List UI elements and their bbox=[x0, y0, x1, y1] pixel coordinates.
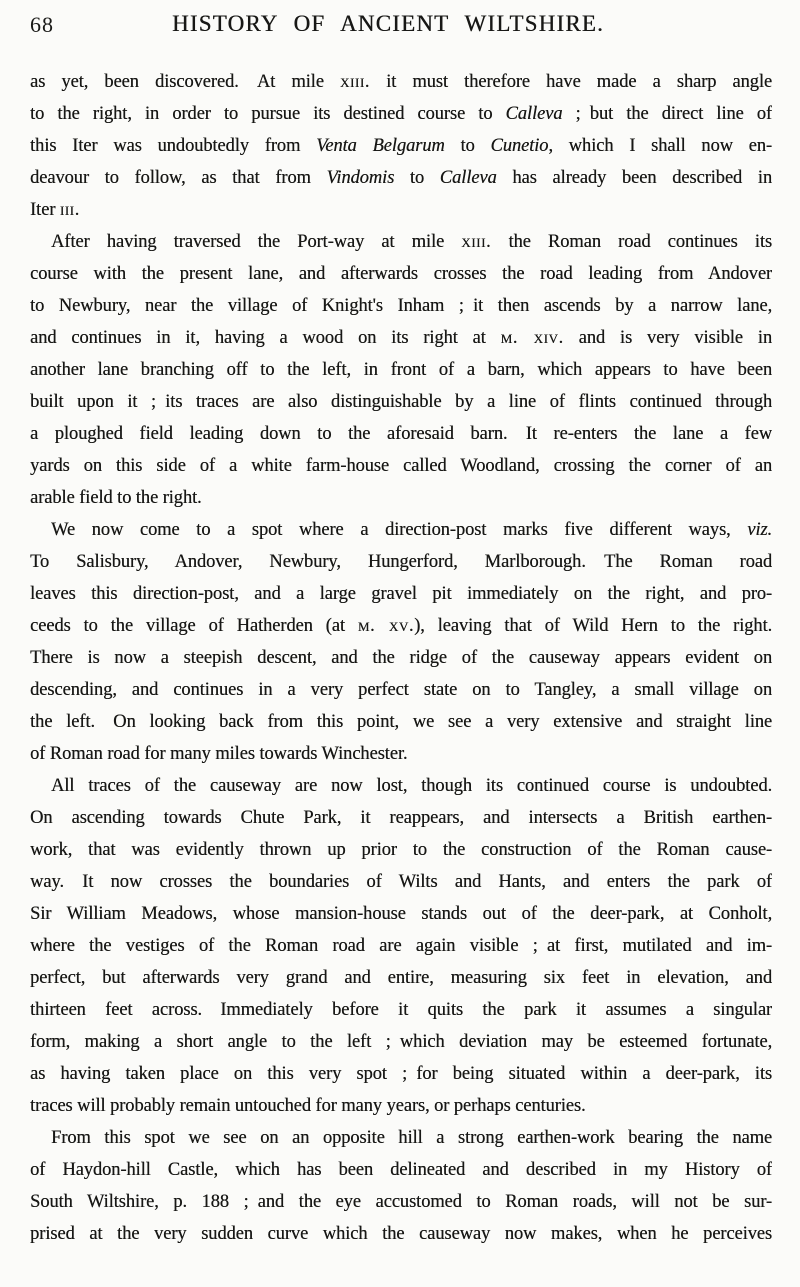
text-line: of Haydon-hill Castle, which has been delineated and described in my History of bbox=[30, 1160, 772, 1180]
text-line: built upon it ; its traces are also distinguishable by a line of flints continued through bbox=[30, 392, 772, 412]
text-line: this Iter was undoubtedly from Venta Belgarum to Cunetio, which I shall now en- bbox=[30, 136, 772, 156]
text-line: as having taken place on this very spot ; for being situated within a deer-park, its bbox=[30, 1064, 772, 1084]
text-line: South Wiltshire, p. 188 ; and the eye accustomed to Roman roads, will not be sur- bbox=[30, 1192, 772, 1212]
text-line: as yet, been discovered. At mile xiii. it must therefore have made a sharp angle bbox=[30, 72, 772, 92]
text-line: ceeds to the village of Hatherden (at m. xv.), leaving that of Wild Hern to the right. bbox=[30, 616, 772, 636]
text-line: traces will probably remain untouched for many years, or perhaps centuries. bbox=[30, 1096, 586, 1116]
text-line: and continues in it, having a wood on its right at m. xiv. and is very visible in bbox=[30, 328, 772, 348]
text-line: descending, and continues in a very perfect state on to Tangley, a small village on bbox=[30, 680, 772, 700]
small-caps-text: iii. bbox=[59, 200, 80, 220]
text-line: To Salisbury, Andover, Newbury, Hungerford, Marlborough. The Roman road bbox=[30, 552, 772, 572]
page-text bbox=[30, 66, 772, 1250]
paragraph bbox=[30, 226, 772, 514]
italic-text: Vindomis bbox=[326, 168, 395, 188]
italic-text: viz. bbox=[747, 520, 772, 540]
page-number: 68 bbox=[30, 12, 54, 37]
text-line: perfect, but afterwards very grand and entire, measuring six feet in elevation, and bbox=[30, 968, 772, 988]
small-caps-text: m. xiv. bbox=[500, 328, 564, 348]
paragraph bbox=[30, 66, 772, 226]
italic-text: Cunetio bbox=[490, 136, 549, 156]
text-line: another lane branching off to the left, in front of a barn, which appears to have been bbox=[30, 360, 772, 380]
text-line: course with the present lane, and afterwards crosses the road leading from Andover bbox=[30, 264, 772, 284]
text-line: thirteen feet across. Immediately before it quits the park it assumes a singular bbox=[30, 1000, 772, 1020]
italic-text: Calleva bbox=[439, 168, 497, 188]
paragraph bbox=[30, 514, 772, 770]
paragraph bbox=[30, 770, 772, 1122]
text-line: work, that was evidently thrown up prior to the construction of the Roman cause- bbox=[30, 840, 772, 860]
small-caps-text: xiii. bbox=[461, 232, 492, 252]
text-line: There is now a steepish descent, and the ridge of the causeway appears evident on bbox=[30, 648, 772, 668]
text-line: prised at the very sudden curve which the causeway now makes, when he perceives bbox=[30, 1224, 772, 1244]
text-line: We now come to a spot where a direction-post marks five different ways, viz. bbox=[51, 520, 772, 540]
running-title: HISTORY OF ANCIENT WILTSHIRE. bbox=[172, 11, 604, 36]
text-line: form, making a short angle to the left ; which deviation may be esteemed fortunate, bbox=[30, 1032, 772, 1052]
text-line: Sir William Meadows, whose mansion-house stands out of the deer-park, at Conholt, bbox=[30, 904, 772, 924]
text-line: arable field to the right. bbox=[30, 488, 202, 508]
text-line: From this spot we see on an opposite hill a strong earthen-work bearing the name bbox=[51, 1128, 772, 1148]
italic-text: Calleva bbox=[505, 104, 563, 124]
text-line: leaves this direction-post, and a large gravel pit immediately on the right, and pro- bbox=[30, 584, 772, 604]
text-line: deavour to follow, as that from Vindomis to Calleva has already been described in bbox=[30, 168, 772, 188]
small-caps-text: m. xv. bbox=[357, 616, 415, 636]
text-line: way. It now crosses the boundaries of Wilts and Hants, and enters the park of bbox=[30, 872, 772, 892]
text-line: After having traversed the Port-way at mile xiii. the Roman road continues its bbox=[51, 232, 772, 252]
italic-text: Venta Belgarum bbox=[316, 136, 445, 156]
text-line: yards on this side of a white farm-house called Woodland, crossing the corner of an bbox=[30, 456, 772, 476]
text-line: where the vestiges of the Roman road are again visible ; at first, mutilated and im- bbox=[30, 936, 772, 956]
text-line: All traces of the causeway are now lost, though its continued course is undoubted. bbox=[51, 776, 772, 796]
text-line: On ascending towards Chute Park, it reappears, and intersects a British earthen- bbox=[30, 808, 772, 828]
text-line: a ploughed field leading down to the aforesaid barn. It re-enters the lane a few bbox=[30, 424, 772, 444]
page-header bbox=[0, 0, 800, 51]
text-line: of Roman road for many miles towards Winchester. bbox=[30, 744, 408, 764]
text-line: Iter iii. bbox=[30, 200, 80, 220]
paragraph bbox=[30, 1122, 772, 1250]
small-caps-text: xiii. bbox=[339, 72, 370, 92]
text-line: to the right, in order to pursue its destined course to Calleva ; but the direct line of bbox=[30, 104, 772, 124]
text-line: to Newbury, near the village of Knight's Inham ; it then ascends by a narrow lane, bbox=[30, 296, 772, 316]
text-line: the left. On looking back from this point, we see a very extensive and straight line bbox=[30, 712, 772, 732]
